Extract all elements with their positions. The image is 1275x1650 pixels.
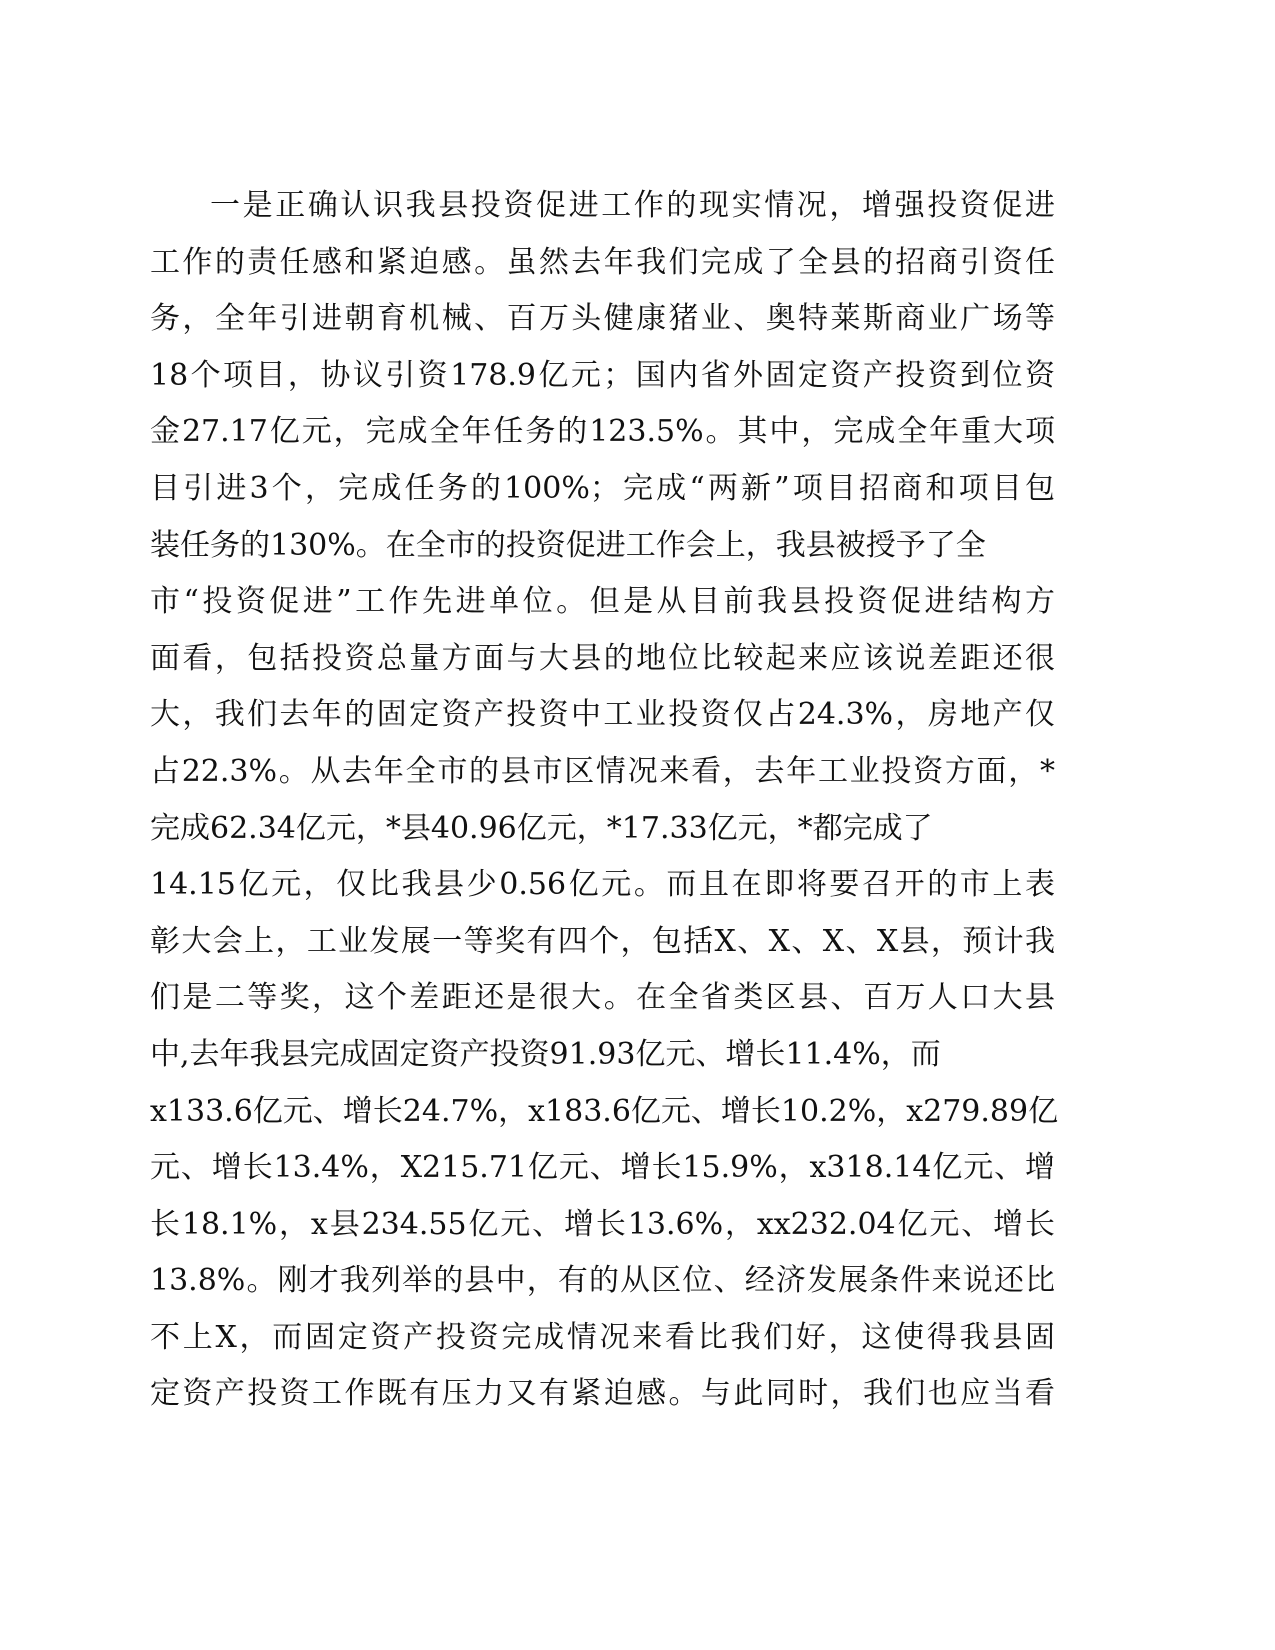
text-line: 目引进3个，完成任务的100%；完成“两新”项目招商和项目包 <box>150 470 1055 506</box>
text-line: x133.6亿元、增长24.7%，x183.6亿元、增长10.2%，x279.89亿 <box>150 1093 1059 1129</box>
text-line: 14.15亿元，仅比我县少0.56亿元。而且在即将要召开的市上表 <box>150 867 1055 903</box>
text-line: 18个项目，协议引资178.9亿元；国内省外固定资产投资到位资 <box>150 357 1055 393</box>
text-line: 们是二等奖，这个差距还是很大。在全省类区县、百万人口大县 <box>150 980 1055 1016</box>
text-line: 金27.17亿元，完成全年任务的123.5%。其中，完成全年重大项 <box>150 414 1055 450</box>
text-line: 面看，包括投资总量方面与大县的地位比较起来应该说差距还很 <box>150 640 1055 676</box>
text-line: 中,去年我县完成固定资产投资91.93亿元、增长11.4%，而 <box>150 1036 941 1072</box>
text-line: 彰大会上，工业发展一等奖有四个，包括X、X、X、X县，预计我 <box>150 923 1055 959</box>
text-line: 装任务的130%。在全市的投资促进工作会上，我县被授予了全 <box>150 527 986 563</box>
text-line: 定资产投资工作既有压力又有紧迫感。与此同时，我们也应当看 <box>150 1376 1055 1412</box>
text-line: 不上X，而固定资产投资完成情况来看比我们好，这使得我县固 <box>150 1319 1055 1355</box>
text-line: 占22.3%。从去年全市的县市区情况来看，去年工业投资方面，* <box>150 753 1055 789</box>
text-line: 务，全年引进朝育机械、百万头健康猪业、奥特莱斯商业广场等 <box>150 301 1055 337</box>
text-line: 工作的责任感和紧迫感。虽然去年我们完成了全县的招商引资任 <box>150 244 1055 280</box>
text-line: 一是正确认识我县投资促进工作的现实情况，增强投资促进 <box>210 188 1055 223</box>
body-paragraph <box>150 178 1059 1423</box>
text-line: 大，我们去年的固定资产投资中工业投资仅占24.3%，房地产仅 <box>150 697 1055 733</box>
text-line: 13.8%。刚才我列举的县中，有的从区位、经济发展条件来说还比 <box>150 1263 1055 1299</box>
text-line: 长18.1%，x县234.55亿元、增长13.6%，xx232.04亿元、增长 <box>150 1206 1055 1242</box>
text-line: 市“投资促进”工作先进单位。但是从目前我县投资促进结构方 <box>150 584 1055 620</box>
text-line: 完成62.34亿元，*县40.96亿元，*17.33亿元，*都完成了 <box>150 810 933 846</box>
text-line: 元、增长13.4%，X215.71亿元、增长15.9%，x318.14亿元、增 <box>150 1150 1055 1186</box>
